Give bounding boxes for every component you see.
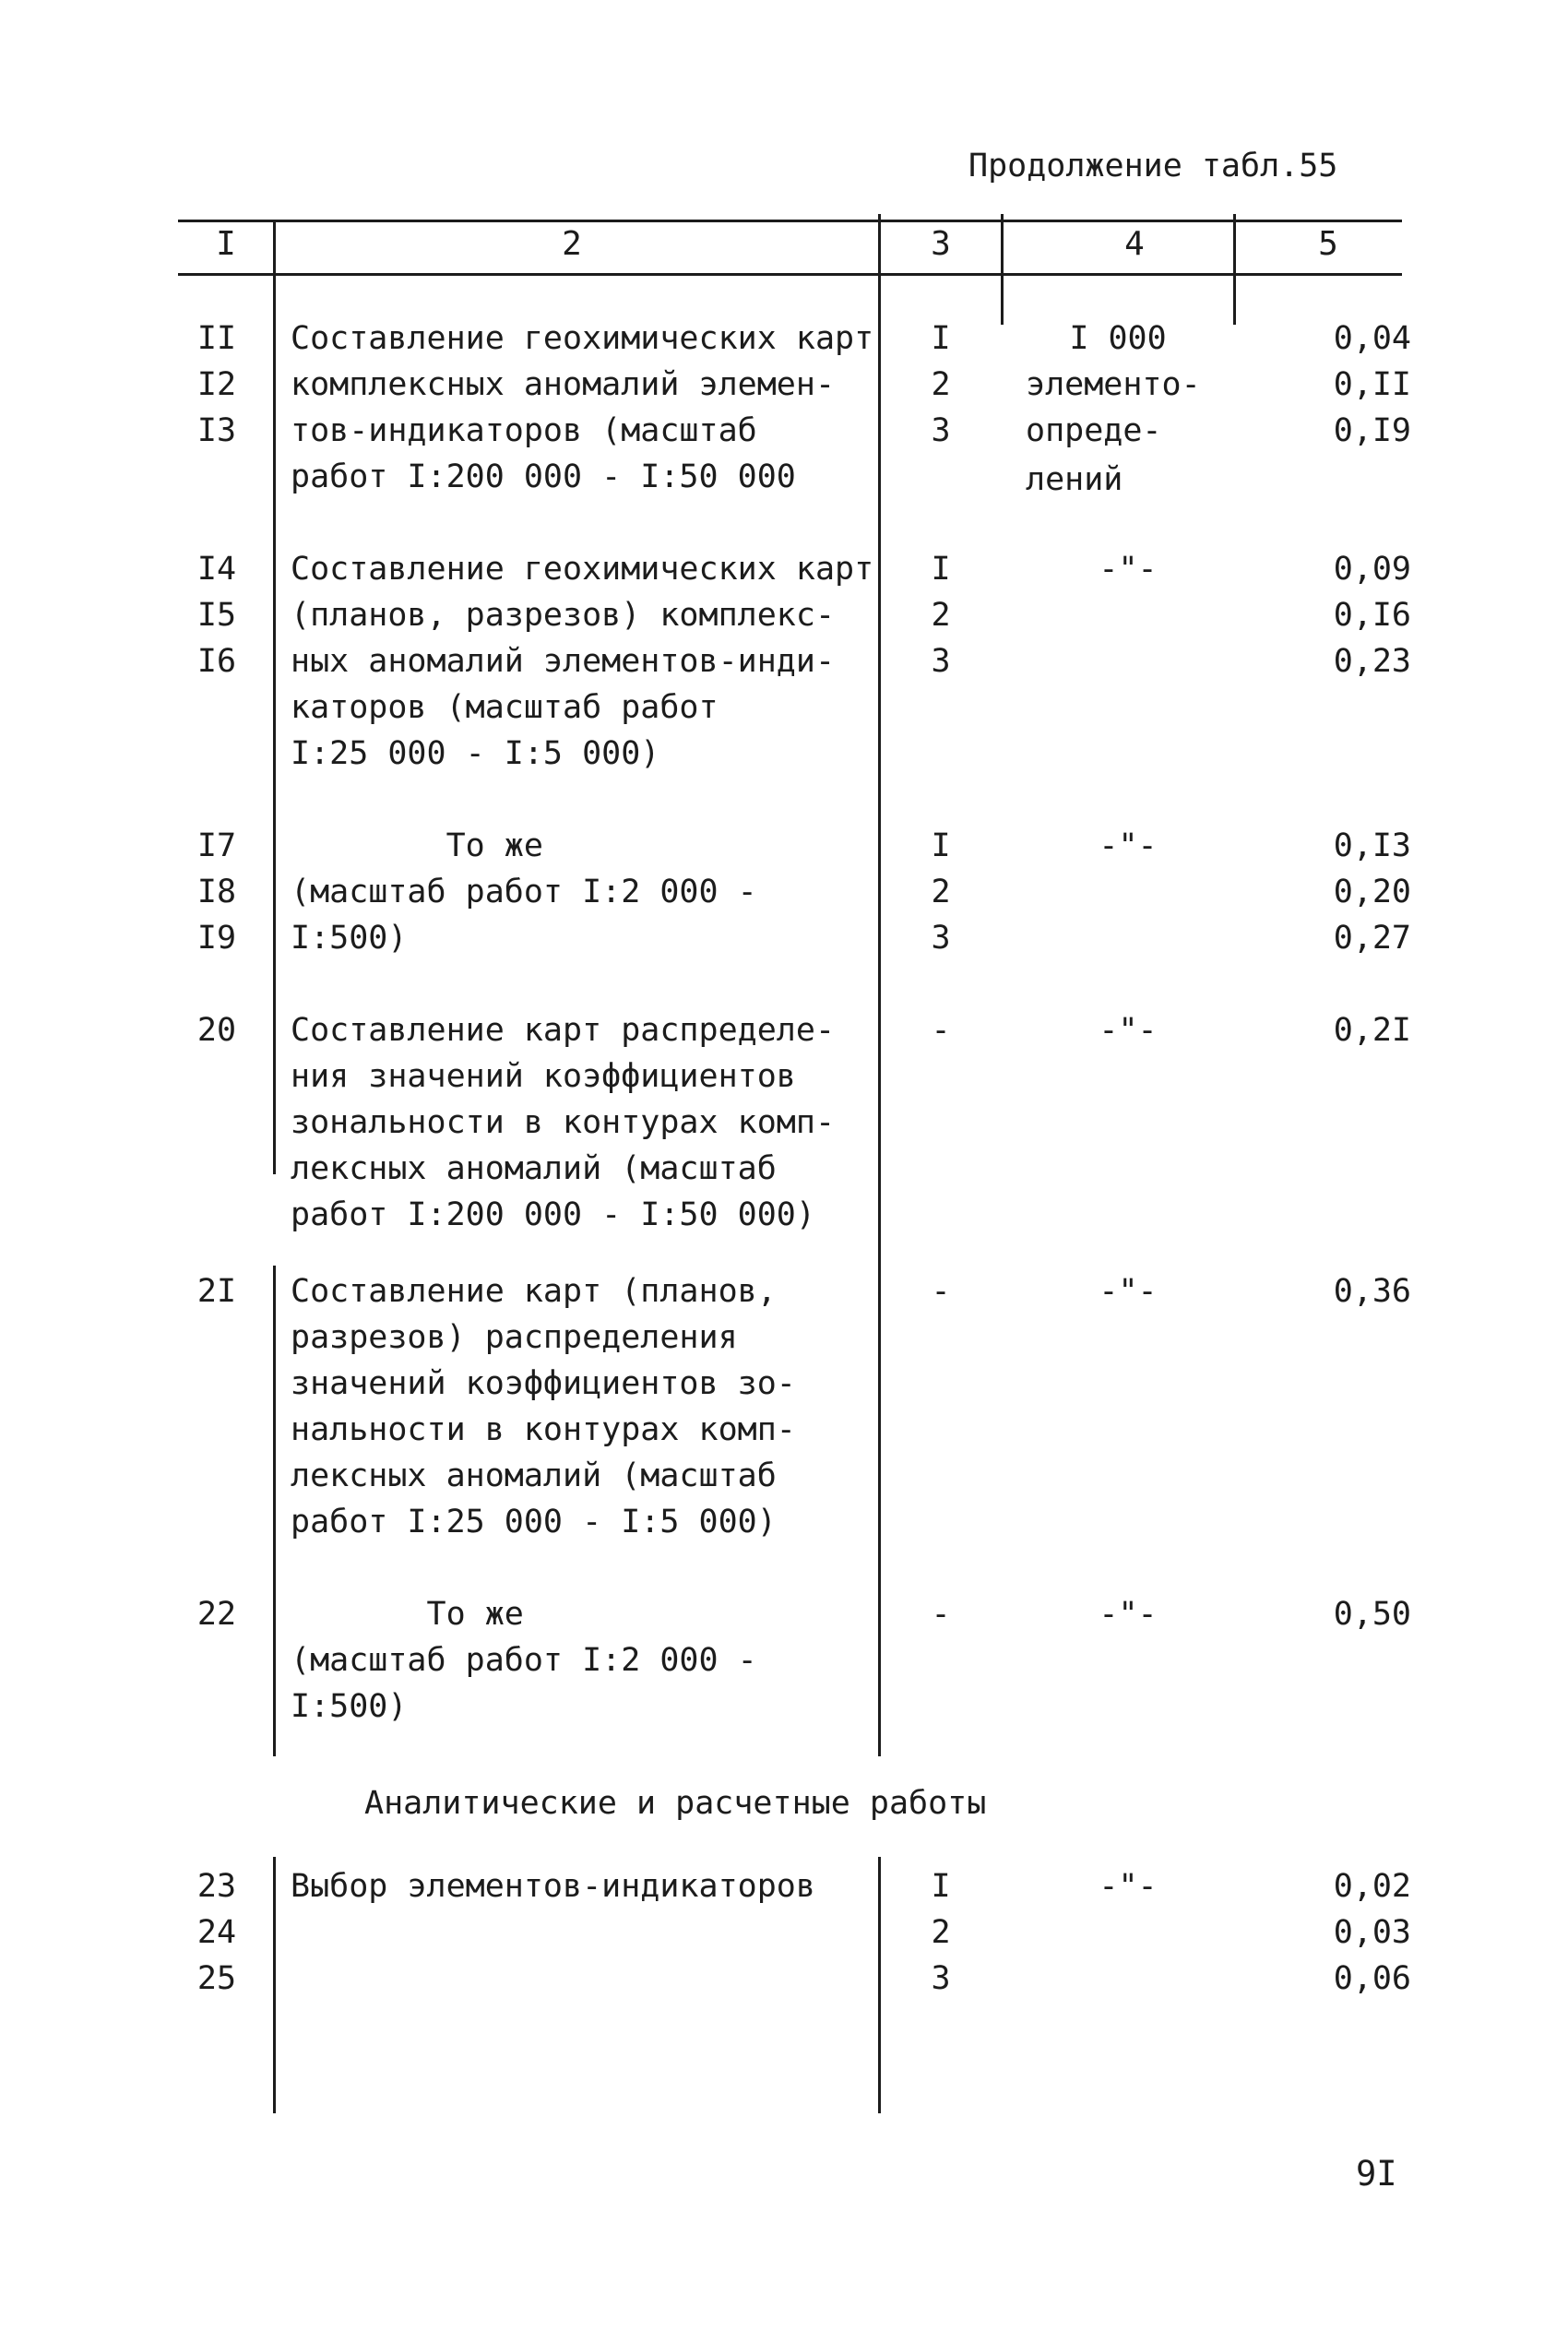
category-value: 2 (931, 1914, 951, 1951)
ditto-mark: -"- (1099, 1868, 1158, 1905)
work-description: работ I:25 000 - I:5 000) (291, 1504, 777, 1540)
category-value: - (931, 1596, 951, 1633)
work-description: работ I:200 000 - I:50 000) (291, 1196, 815, 1233)
category-value: 3 (931, 412, 951, 449)
header-col-3: 3 (931, 225, 951, 263)
row-number: 25 (196, 1960, 237, 1997)
work-description: нальности в контурах комп- (291, 1411, 796, 1448)
ditto-mark: -"- (1099, 827, 1158, 864)
category-value: 3 (931, 643, 951, 680)
column-divider-1-2-bottom (273, 1857, 276, 2113)
unit-note: лений (1026, 461, 1123, 498)
row-number: 2I (196, 1273, 237, 1310)
work-description: лексных аномалий (масштаб (291, 1150, 777, 1187)
category-value: 2 (931, 874, 951, 910)
norm-value: 0,50 (1333, 1596, 1411, 1633)
norm-value: 0,09 (1333, 551, 1411, 588)
row-number: I7 (196, 827, 237, 864)
work-description: (масштаб работ I:2 000 - (291, 874, 757, 910)
work-description: (масштаб работ I:2 000 - (291, 1642, 757, 1679)
table-top-rule (178, 220, 1402, 222)
row-number: I4 (196, 551, 237, 588)
norm-value: 0,20 (1333, 874, 1411, 910)
work-description: I:25 000 - I:5 000) (291, 735, 660, 772)
norm-value: 0,II (1333, 366, 1411, 403)
category-value: 2 (931, 597, 951, 634)
row-number: I6 (196, 643, 237, 680)
norm-value: 0,36 (1333, 1273, 1411, 1310)
row-number: I5 (196, 597, 237, 634)
header-col-5: 5 (1318, 225, 1338, 263)
work-description: То же (291, 1596, 524, 1633)
work-description: (планов, разрезов) комплекс- (291, 597, 836, 634)
column-divider-1-2 (273, 220, 276, 1174)
norm-value: 0,03 (1333, 1914, 1411, 1951)
row-number: 23 (196, 1868, 237, 1905)
work-description: Составление карт распределе- (291, 1012, 836, 1049)
work-description: значений коэффициентов зо- (291, 1365, 796, 1402)
category-value: 3 (931, 1960, 951, 1997)
norm-value: 0,27 (1333, 920, 1411, 957)
norm-value: 0,I9 (1333, 412, 1411, 449)
row-number: I3 (196, 412, 237, 449)
work-description: тов-индикаторов (масштаб (291, 412, 757, 449)
norm-value: 0,23 (1333, 643, 1411, 680)
section-title: Аналитические и расчетные работы (364, 1785, 987, 1822)
category-value: 3 (931, 920, 951, 957)
table-header-rule (178, 273, 1402, 276)
ditto-mark: -"- (1099, 551, 1158, 588)
category-value: - (931, 1273, 951, 1310)
column-divider-3-4 (1001, 214, 1004, 325)
ditto-mark: -"- (1099, 1273, 1158, 1310)
work-description: I:500) (291, 1688, 408, 1725)
unit-note: опреде- (1026, 412, 1162, 449)
work-description: Составление карт (планов, (291, 1273, 777, 1310)
norm-value: 0,I6 (1333, 597, 1411, 634)
category-value: I (931, 827, 951, 864)
page-number: 9I (1356, 2154, 1397, 2194)
header-col-4: 4 (1124, 225, 1145, 263)
work-description: зональности в контурах комп- (291, 1104, 836, 1141)
header-col-2: 2 (562, 225, 582, 263)
category-value: 2 (931, 366, 951, 403)
column-divider-4-5 (1233, 214, 1236, 325)
norm-value: 0,2I (1333, 1012, 1411, 1049)
work-description: То же (291, 827, 543, 864)
column-divider-1-2-lower (273, 1266, 276, 1756)
ditto-mark: -"- (1099, 1012, 1158, 1049)
ditto-mark: -"- (1099, 1596, 1158, 1633)
table-continuation-label: Продолжение табл.55 (968, 148, 1338, 184)
category-value: I (931, 320, 951, 357)
header-col-1: I (216, 225, 236, 263)
work-description: каторов (масштаб работ (291, 689, 719, 726)
work-description: разрезов) распределения (291, 1319, 738, 1356)
work-description: лексных аномалий (масштаб (291, 1457, 777, 1494)
work-description: Составление геохимических карт (291, 551, 874, 588)
row-number: I2 (196, 366, 237, 403)
work-description: I:500) (291, 920, 408, 957)
unit-note: элементо- (1026, 366, 1201, 403)
work-description: Составление геохимических карт (291, 320, 874, 357)
row-number: 24 (196, 1914, 237, 1951)
row-number: 22 (196, 1596, 237, 1633)
norm-value: 0,06 (1333, 1960, 1411, 1997)
row-number: II (196, 320, 237, 357)
row-number: 20 (196, 1012, 237, 1049)
category-value: I (931, 551, 951, 588)
category-value: - (931, 1012, 951, 1049)
norm-value: 0,I3 (1333, 827, 1411, 864)
norm-value: 0,04 (1333, 320, 1411, 357)
work-description: ния значений коэффициентов (291, 1058, 796, 1095)
unit-note: I 000 (1069, 320, 1167, 357)
column-divider-2-3 (878, 214, 881, 1756)
row-number: I9 (196, 920, 237, 957)
column-divider-2-3-bottom (878, 1857, 881, 2113)
row-number: I8 (196, 874, 237, 910)
work-description: ных аномалий элементов-инди- (291, 643, 836, 680)
work-description: работ I:200 000 - I:50 000 (291, 458, 796, 495)
work-description: комплексных аномалий элемен- (291, 366, 836, 403)
norm-value: 0,02 (1333, 1868, 1411, 1905)
work-description: Выбор элементов-индикаторов (291, 1868, 815, 1905)
category-value: I (931, 1868, 951, 1905)
